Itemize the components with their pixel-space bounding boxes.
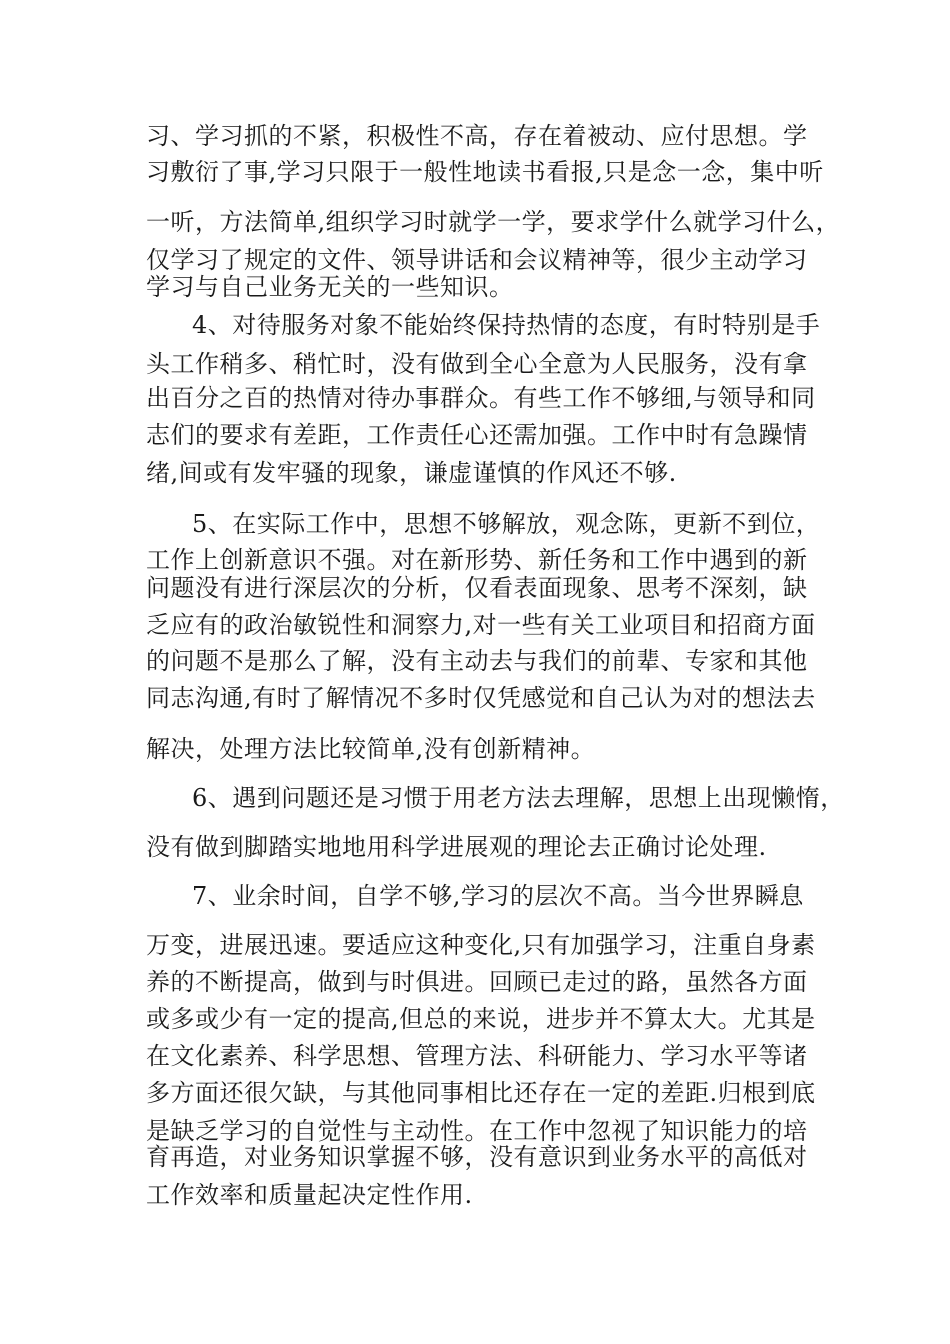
text-line: 育再造，对业务知识掌握不够，没有意识到业务水平的高低对 bbox=[146, 1143, 808, 1171]
text-line: 没有做到脚踏实地地用科学进展观的理论去正确讨论处理. bbox=[146, 833, 767, 861]
paragraph-6-first-line: 6、遇到问题还是习惯于用老方法去理解，思想上出现懒惰， bbox=[192, 784, 845, 812]
text-line: 或多或少有一定的提高,但总的来说，进步并不算太大。尤其是 bbox=[146, 1005, 816, 1033]
text-line: 头工作稍多、稍忙时，没有做到全心全意为人民服务，没有拿 bbox=[146, 350, 808, 378]
text-line: 在文化素养、科学思想、管理方法、科研能力、学习水平等诸 bbox=[146, 1042, 808, 1070]
paragraph-5-first-line: 5、在实际工作中，思想不够解放，观念陈，更新不到位， bbox=[192, 510, 821, 538]
text-line: 仅学习了规定的文件、领导讲话和会议精神等，很少主动学习 bbox=[146, 246, 808, 274]
text-line: 习、学习抓的不紧，积极性不高，存在着被动、应付思想。学 bbox=[146, 122, 808, 150]
text-line: 一听，方法简单,组织学习时就学一学，要求学什么就学习什么， bbox=[146, 208, 841, 236]
text-line: 习敷衍了事,学习只限于一般性地读书看报,只是念一念，集中听 bbox=[146, 158, 824, 186]
text-line: 万变，进展迅速。要适应这种变化,只有加强学习，注重自身素 bbox=[146, 931, 816, 959]
text-line: 的问题不是那么了解，没有主动去与我们的前辈、专家和其他 bbox=[146, 647, 808, 675]
text-line: 志们的要求有差距，工作责任心还需加强。工作中时有急躁情 bbox=[146, 421, 808, 449]
text-line: 出百分之百的热情对待办事群众。有些工作不够细,与领导和同 bbox=[146, 384, 816, 412]
text-line: 绪,间或有发牢骚的现象，谦虚谨慎的作风还不够. bbox=[146, 459, 677, 487]
text-line: 问题没有进行深层次的分析，仅看表面现象、思考不深刻，缺 bbox=[146, 574, 808, 602]
text-line: 工作上创新意识不强。对在新形势、新任务和工作中遇到的新 bbox=[146, 546, 808, 574]
text-line: 是缺乏学习的自觉性与主动性。在工作中忽视了知识能力的培 bbox=[146, 1117, 808, 1145]
text-line: 解决，处理方法比较简单,没有创新精神。 bbox=[146, 735, 596, 763]
text-line: 多方面还很欠缺，与其他同事相比还存在一定的差距.归根到底 bbox=[146, 1079, 816, 1107]
text-line: 学习与自己业务无关的一些知识。 bbox=[146, 273, 514, 301]
paragraph-7-first-line: 7、业余时间，自学不够,学习的层次不高。当今世界瞬息 bbox=[192, 882, 804, 910]
text-line: 乏应有的政治敏锐性和洞察力,对一些有关工业项目和招商方面 bbox=[146, 611, 816, 639]
paragraph-4-first-line: 4、对待服务对象不能始终保持热情的态度，有时特别是手 bbox=[192, 311, 821, 339]
text-line: 养的不断提高，做到与时俱进。回顾已走过的路，虽然各方面 bbox=[146, 968, 808, 996]
text-line: 工作效率和质量起决定性作用. bbox=[146, 1181, 473, 1209]
text-line: 同志沟通,有时了解情况不多时仅凭感觉和自己认为对的想法去 bbox=[146, 684, 816, 712]
